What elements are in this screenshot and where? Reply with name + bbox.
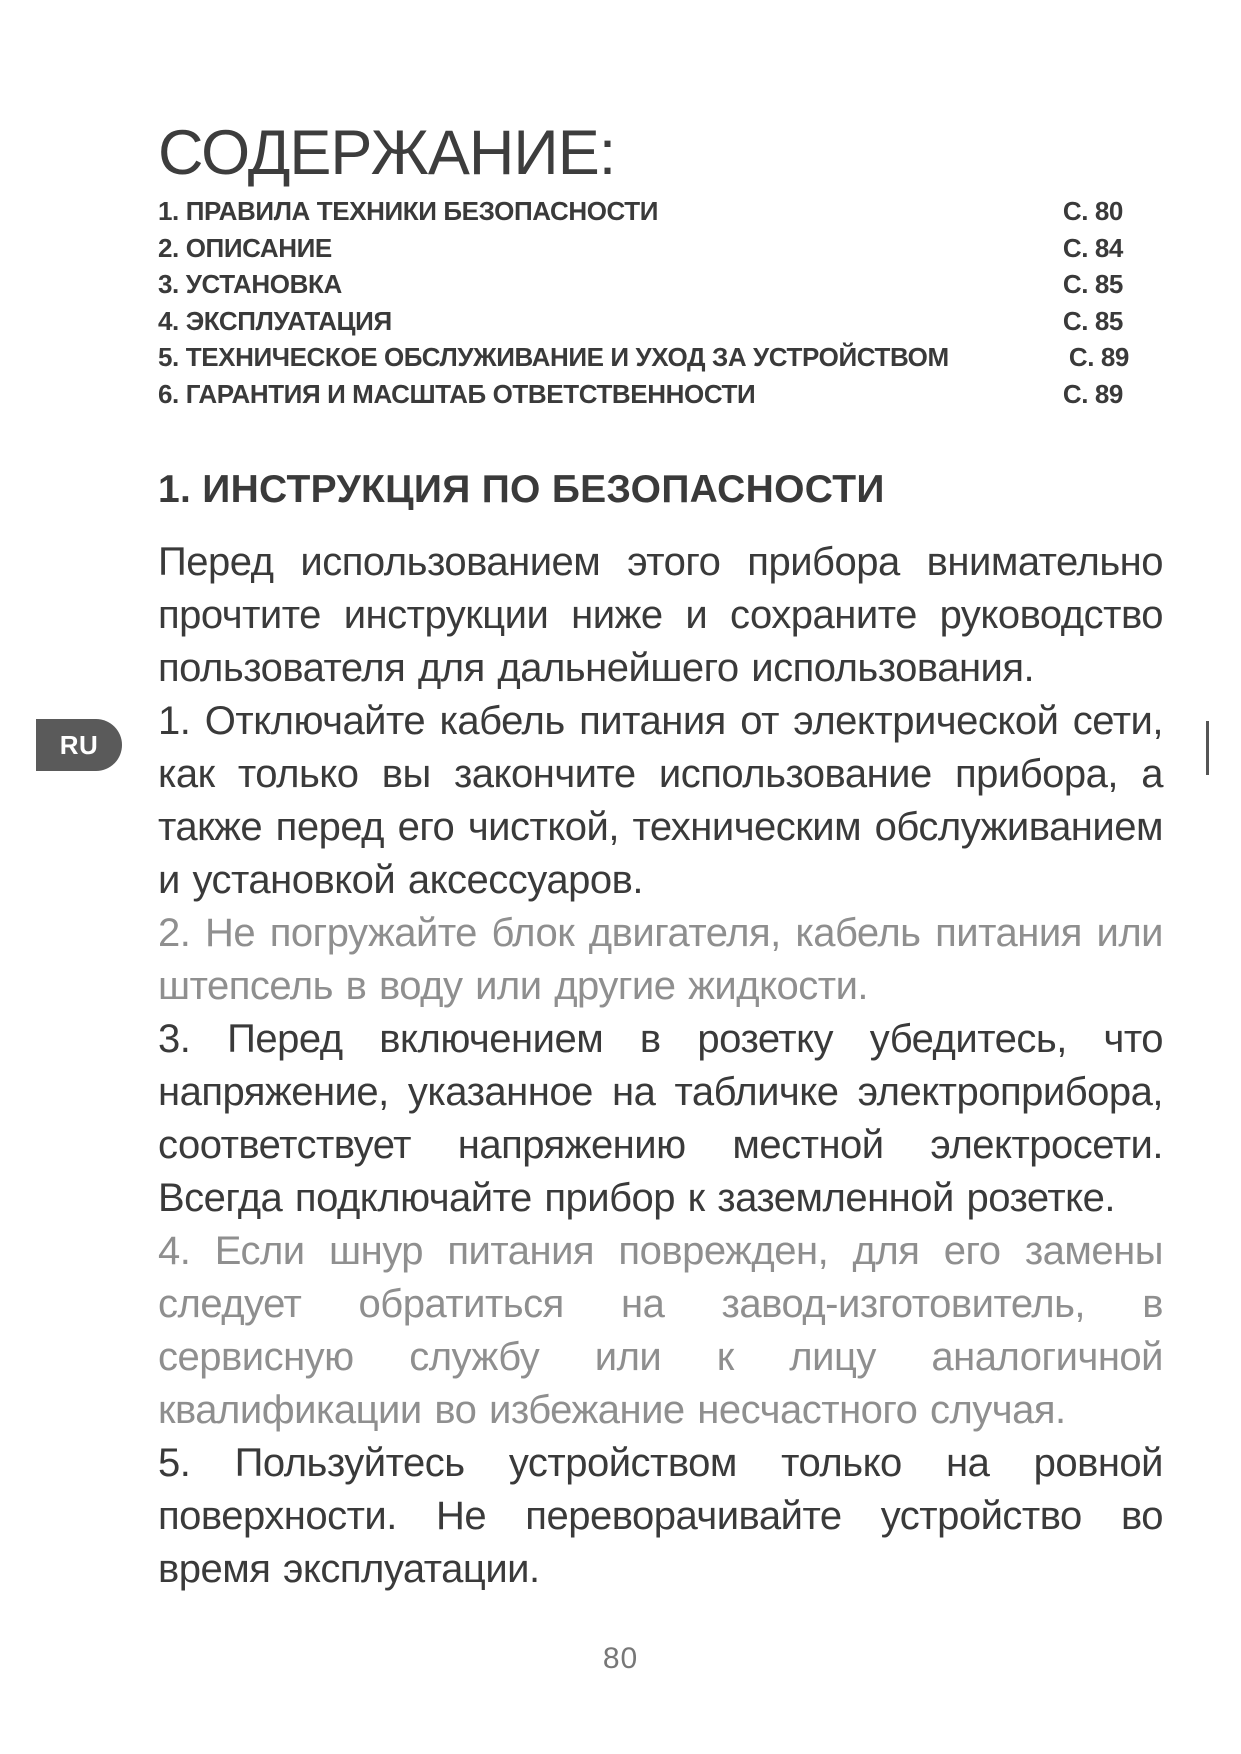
toc-item-label: 1. ПРАВИЛА ТЕХНИКИ БЕЗОПАСНОСТИ [158, 196, 659, 226]
page-edge-marker [1206, 721, 1209, 775]
toc-item-page: С. 84 [1062, 232, 1123, 263]
page-number: 80 [602, 1642, 639, 1675]
toc-item-page: С. 80 [1062, 196, 1123, 226]
instruction-item: 5. Пользуйтесь устройством только на ровной поверхности. Не переворачивайте устройство во время эксплуатации. [158, 1441, 1163, 1591]
instruction-item: 1. Отключайте кабель питания от электрической сети, как только вы закончите использование прибора, а также перед его чисткой, техническим обслуживанием и установкой аксессуаров. [158, 699, 1163, 902]
toc-title: СОДЕРЖАНИЕ: [158, 118, 616, 188]
section-heading: 1. ИНСТРУКЦИЯ ПО БЕЗОПАСНОСТИ [158, 468, 885, 511]
toc-item-page: С. 89 [1062, 378, 1123, 409]
page-content [158, 115, 1163, 1596]
instruction-item: 3. Перед включением в розетку убедитесь, что напряжение, указанное на табличке электроприбора, соответствует напряжению местной электросети. Всегда подключайте прибор к заземленной розетке. [158, 1017, 1163, 1220]
toc-item[interactable] [158, 193, 1123, 230]
toc-item-label: 2. ОПИСАНИЕ [158, 232, 332, 263]
toc-item[interactable] [158, 266, 1123, 303]
toc-item[interactable] [158, 376, 1123, 413]
instruction-item: 2. Не погружайте блок двигателя, кабель питания или штепсель в воду или другие жидкости. [158, 911, 1163, 1008]
toc-item-page: С. 85 [1062, 269, 1123, 299]
toc-item[interactable] [158, 230, 1123, 267]
toc-item-label: 3. УСТАНОВКА [158, 269, 342, 299]
toc-item-page: С. 85 [1062, 305, 1123, 336]
toc-item-label: 6. ГАРАНТИЯ И МАСШТАБ ОТВЕТСТВЕННОСТИ [158, 378, 756, 409]
toc-item-label: 5. ТЕХНИЧЕСКОЕ ОБСЛУЖИВАНИЕ И УХОД ЗА УСТРОЙСТВОМ [158, 342, 949, 372]
intro-paragraph: Перед использованием этого прибора внимательно прочтите инструкции ниже и сохраните руководство пользователя для дальнейшего использования. [158, 540, 1163, 690]
instruction-item: 4. Если шнур питания поврежден, для его замены следует обратиться на завод-изготовитель, в сервисную службу или к лицу аналогичной квалификации во избежание несчастного случая. [158, 1229, 1163, 1432]
language-tab: RU [36, 719, 122, 771]
table-of-contents [158, 193, 1129, 412]
safety-instructions [158, 536, 1163, 1596]
toc-item-page: С. 89 [1068, 342, 1129, 372]
toc-item-label: 4. ЭКСПЛУАТАЦИЯ [158, 305, 392, 336]
toc-item[interactable] [158, 303, 1123, 340]
toc-item[interactable] [158, 339, 1129, 376]
